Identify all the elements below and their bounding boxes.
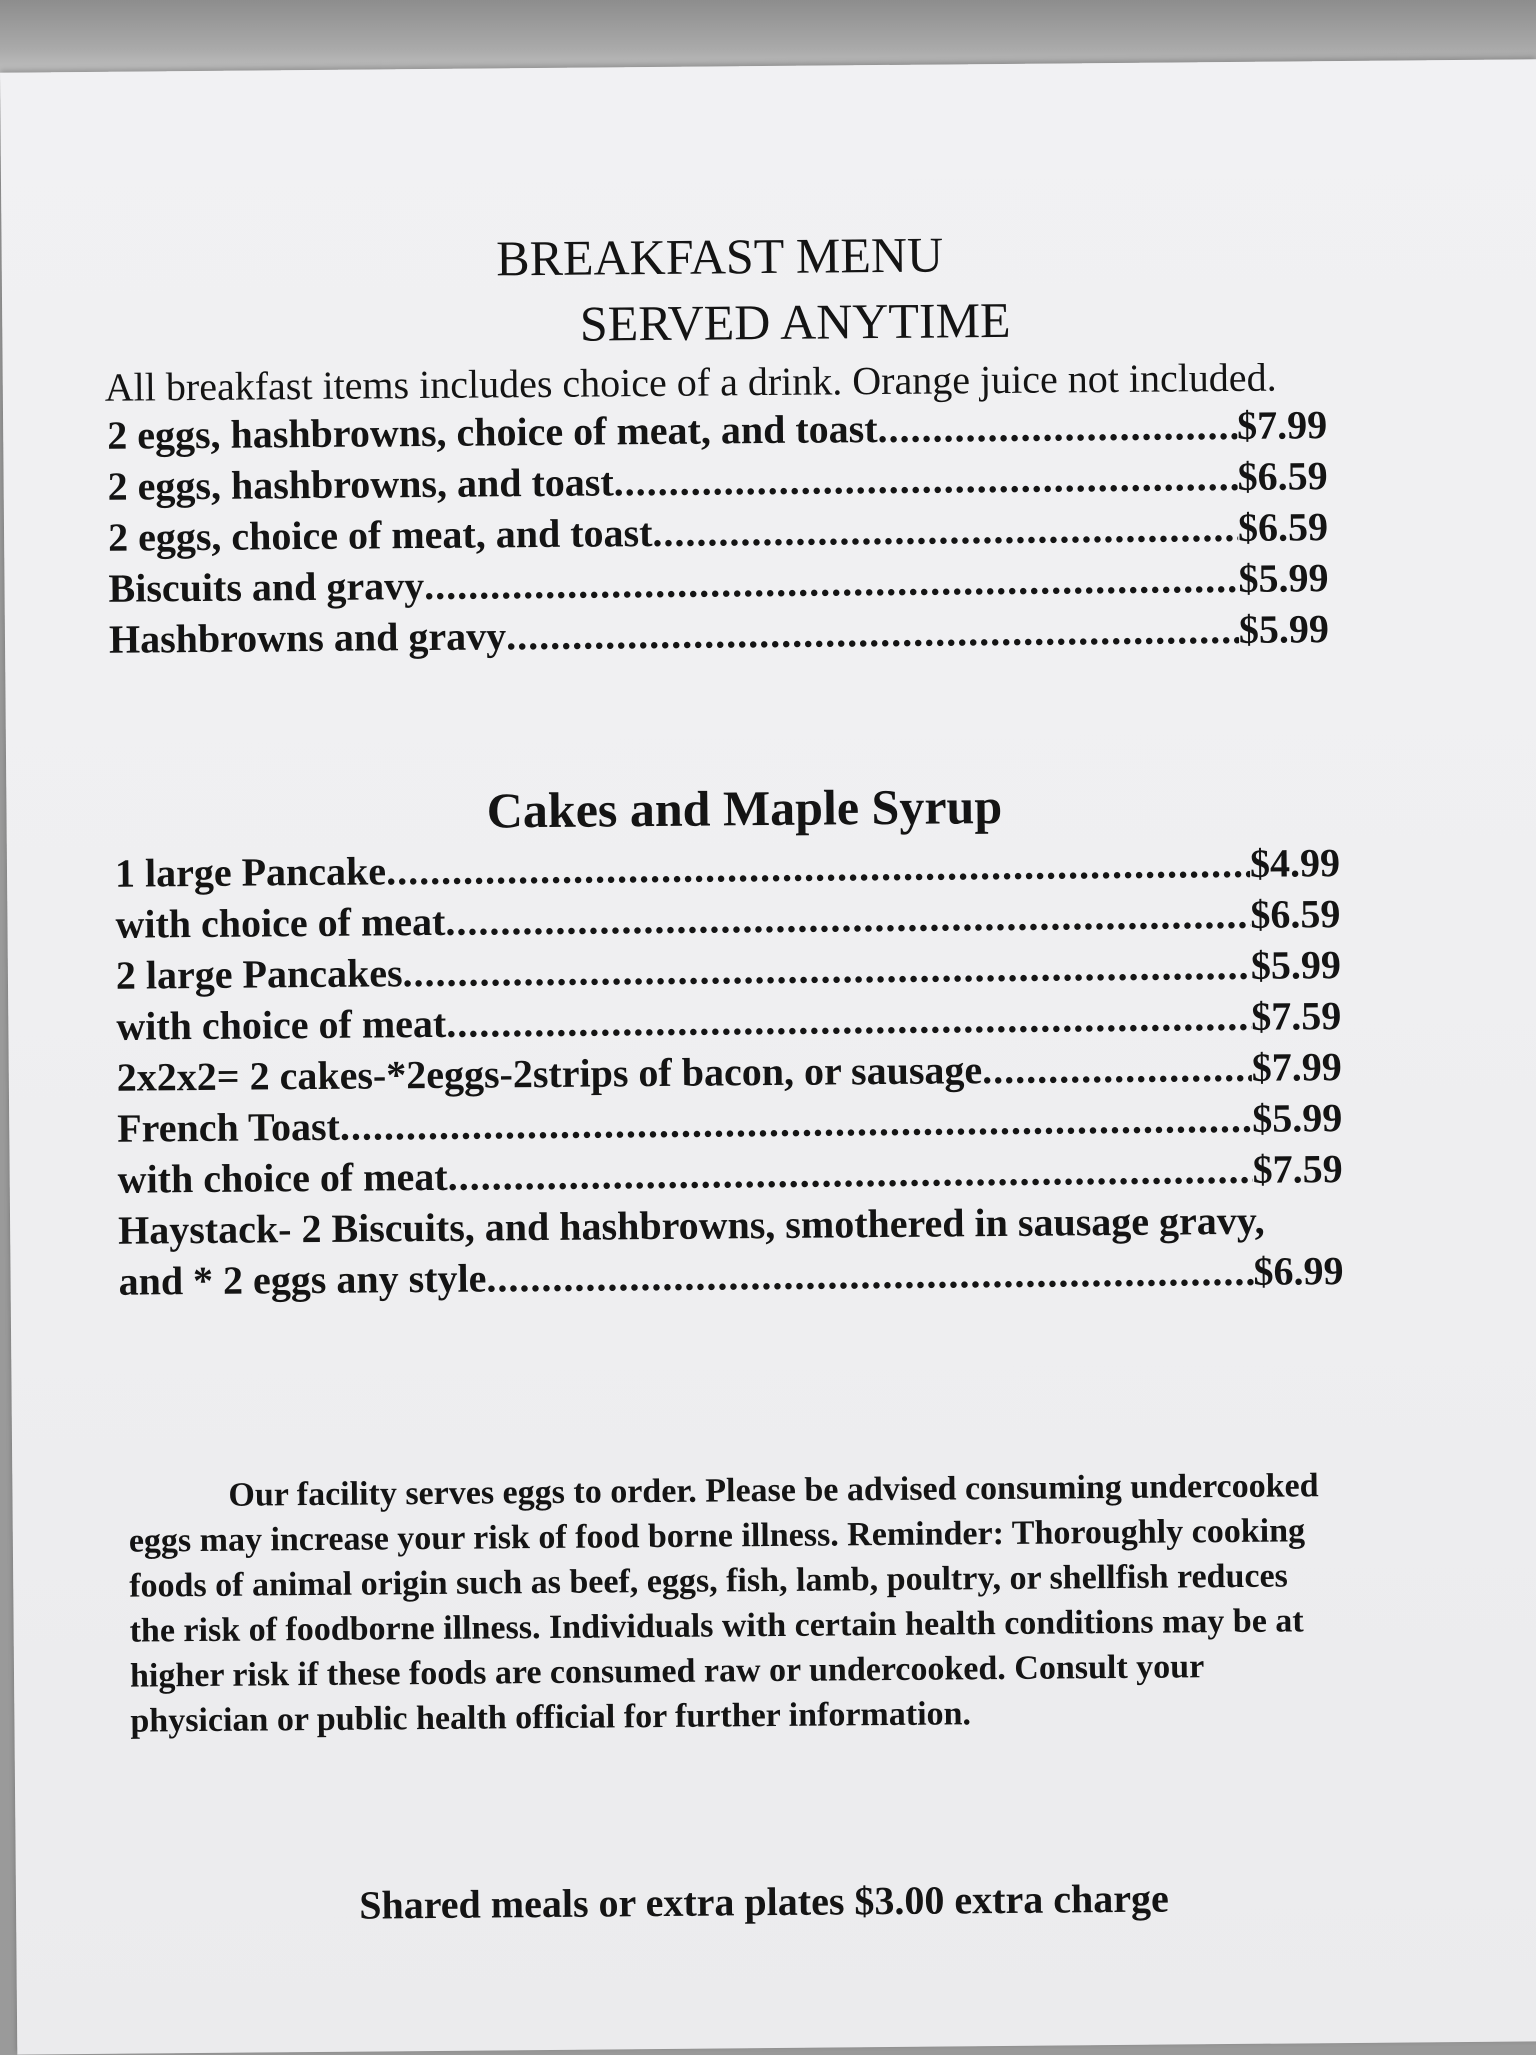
item-name: 2 eggs, hashbrowns, choice of meat, and toast (107, 406, 878, 458)
dot-leader (340, 1093, 1253, 1152)
item-price: $7.59 (1252, 1146, 1343, 1192)
item-price: $6.59 (1237, 504, 1329, 550)
menu-title: BREAKFAST MENU (496, 226, 944, 287)
dot-leader (486, 1246, 1254, 1304)
food-safety-advisory (128, 1462, 1480, 1744)
item-name: and * 2 eggs any style (118, 1255, 487, 1304)
dot-leader (445, 889, 1251, 947)
dot-leader (424, 553, 1239, 611)
item-name: 2 eggs, hashbrowns, and toast (107, 459, 614, 509)
item-price: $6.59 (1250, 891, 1341, 937)
item-price: $7.59 (1251, 993, 1342, 1039)
item-price: $5.99 (1252, 1095, 1343, 1141)
item-price: $7.99 (1236, 402, 1328, 448)
menu-subtitle: SERVED ANYTIME (579, 291, 1011, 352)
dot-leader (982, 1042, 1252, 1095)
item-name: 2 eggs, choice of meat, and toast (107, 510, 653, 560)
menu-item (109, 603, 1329, 665)
item-price: $5.99 (1238, 606, 1330, 652)
dot-leader (402, 940, 1251, 998)
dot-leader (447, 1144, 1253, 1202)
advisory-line: physician or public health official for further information. (130, 1695, 972, 1740)
item-name: Biscuits and gravy (108, 563, 425, 611)
item-name: 2 large Pancakes (115, 950, 403, 998)
dot-leader (613, 451, 1237, 507)
item-name: with choice of meat (115, 898, 446, 947)
item-name: 2x2x2= 2 cakes-*2eggs-2strips of bacon, or sausage (116, 1047, 983, 1100)
haystack-description: Haystack- 2 Biscuits, and hashbrowns, smothered in sausage gravy, (117, 1197, 1265, 1253)
dot-leader (446, 991, 1252, 1049)
item-price: $7.99 (1251, 1044, 1342, 1090)
menu-sheet (0, 59, 1536, 2054)
advisory-line: eggs may increase your risk of food borne illness. Reminder: Thoroughly cooking (128, 1512, 1306, 1560)
item-name: with choice of meat (117, 1153, 448, 1202)
item-price: $5.99 (1250, 942, 1342, 988)
item-price: $6.59 (1237, 453, 1328, 499)
item-name: 1 large Pancake (114, 848, 387, 896)
section-heading-cakes: Cakes and Maple Syrup (486, 777, 1003, 839)
item-price: $4.99 (1249, 840, 1341, 886)
dot-leader (877, 400, 1237, 454)
item-price: $5.99 (1238, 555, 1329, 601)
dot-leader (386, 838, 1250, 897)
advisory-line: Our facility serves eggs to order. Please be advised consuming undercooked (228, 1467, 1319, 1514)
advisory-line: higher risk if these foods are consumed raw or undercooked. Consult your (129, 1648, 1205, 1695)
item-name: Hashbrowns and gravy (108, 613, 507, 662)
advisory-line: foods of animal origin such as beef, eggs, fish, lamb, poultry, or shellfish reduces (129, 1557, 1288, 1605)
shared-meal-charge-note: Shared meals or extra plates $3.00 extra charge (359, 1875, 1169, 1928)
item-name: French Toast (117, 1103, 341, 1151)
dot-leader (506, 604, 1239, 661)
advisory-line: the risk of foodborne illness. Individuals with certain health conditions may be at (129, 1602, 1304, 1650)
menu-item (118, 1245, 1343, 1307)
cakes-item-list (115, 837, 1344, 1307)
breakfast-item-list (107, 399, 1329, 665)
intro-note: All breakfast items includes choice of a drink. Orange juice not included. (104, 354, 1277, 410)
item-price: $6.99 (1253, 1248, 1344, 1294)
item-name: with choice of meat (116, 1000, 447, 1049)
dot-leader (652, 502, 1238, 558)
